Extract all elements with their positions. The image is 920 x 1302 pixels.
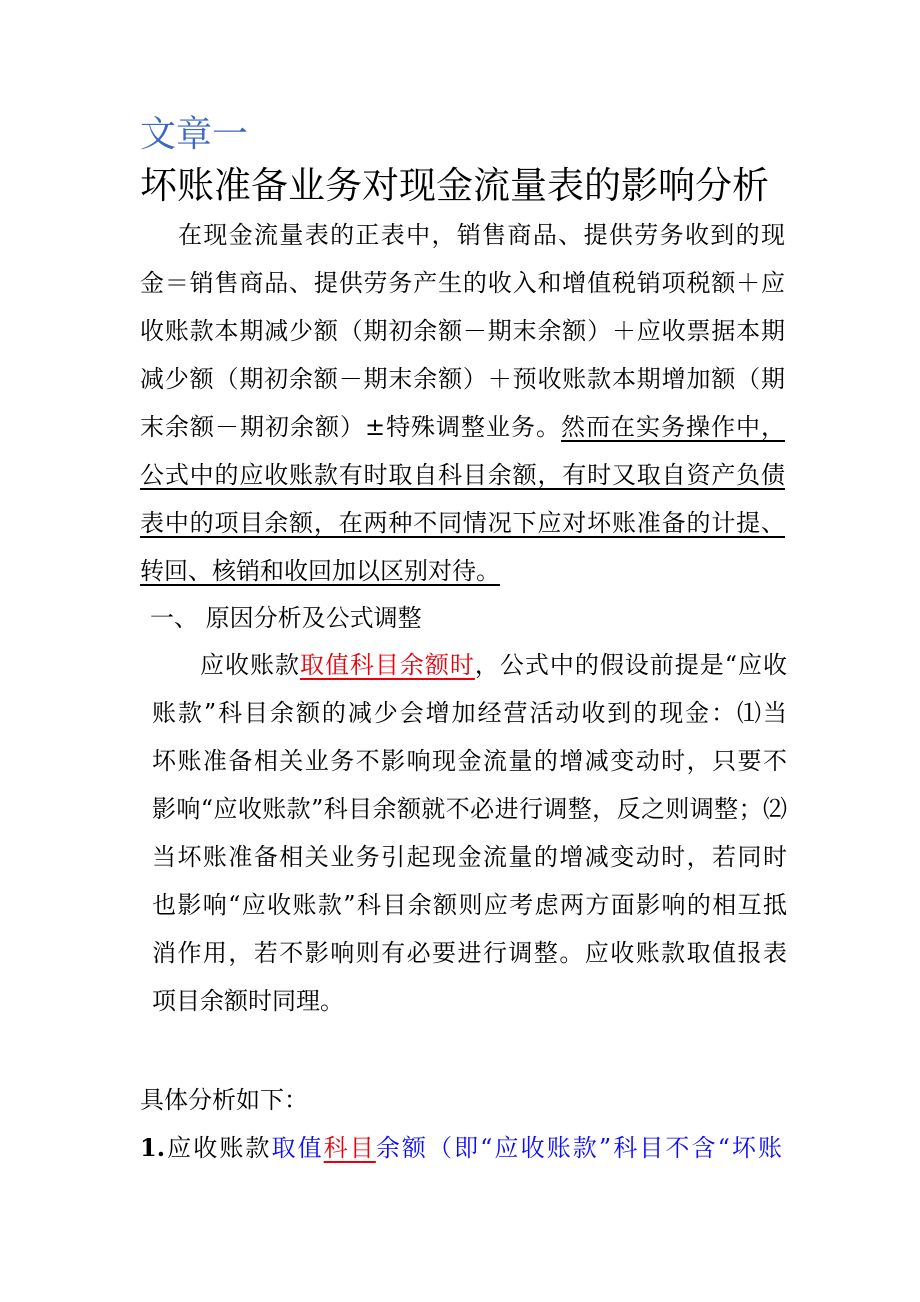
emphasis-text: 取值 (271, 1134, 324, 1162)
line-text: 账款”科目余额的减少会增加经营活动收到的现金：⑴当 (152, 699, 787, 727)
intro-line (140, 403, 785, 451)
highlighted-text: 科目 (323, 1134, 376, 1162)
intro-line (140, 259, 785, 307)
heading-label: 文章一 (140, 114, 249, 155)
line-text: 在现金流量表的正表中，销售商品、提供劳务收到的现 (178, 221, 785, 249)
underlined-text: 表中的项目余额，在两种不同情况下应对坏账准备的计提、 (140, 509, 785, 537)
intro-paragraph (140, 211, 785, 595)
line-text: 末余额－期初余额）±特殊调整业务。 (140, 413, 562, 441)
analysis-line (152, 881, 787, 929)
intro-line (140, 547, 785, 595)
analysis-line (152, 785, 787, 833)
intro-line (140, 451, 785, 499)
line-text: ，公式中的假设前提是“应收 (474, 651, 787, 679)
line-text: 影响“应收账款”科目余额就不必进行调整，反之则调整；⑵ (152, 795, 787, 823)
document-title: 坏账准备业务对现金流量表的影响分析 (140, 164, 769, 207)
line-text: 金＝销售商品、提供劳务产生的收入和增值税销项税额＋应 (140, 269, 785, 297)
section-heading: 一、 原因分析及公式调整 (150, 604, 422, 632)
underlined-text: 然而在实务操作中， (561, 413, 786, 441)
underlined-text: 公式中的应收账款有时取自科目余额，有时又取自资产负债 (140, 461, 785, 489)
list-item (140, 1124, 782, 1172)
item-text: 应收账款 (165, 1134, 272, 1162)
highlighted-text: 取值科目余额时 (299, 651, 475, 679)
item-line (140, 1124, 782, 1172)
analysis-line (152, 737, 787, 785)
line-text: 应收账款 (200, 651, 300, 679)
analysis-line (152, 641, 787, 689)
analysis-line (152, 833, 787, 881)
line-text: 当坏账准备相关业务引起现金流量的增减变动时，若同时 (152, 843, 787, 871)
detail-heading: 具体分析如下： (140, 1086, 308, 1114)
emphasis-text: 余额（即“应收账款”科目不含“坏账 (375, 1134, 783, 1162)
line-text: 坏账准备相关业务不影响现金流量的增减变动时，只要不 (152, 747, 787, 775)
line-text: 减少额（期初余额－期末余额）＋预收账款本期增加额（期 (140, 365, 785, 393)
line-text: 项目余额时同理。 (152, 987, 344, 1015)
intro-line (140, 499, 785, 547)
line-text: 也影响“应收账款”科目余额则应考虑两方面影响的相互抵 (152, 891, 787, 919)
line-text: 消作用，若不影响则有必要进行调整。应收账款取值报表 (152, 939, 787, 967)
analysis-line (152, 689, 787, 737)
underlined-text: 转回、核销和收回加以区别对待。 (140, 557, 500, 585)
analysis-line (152, 929, 787, 977)
intro-line (140, 355, 785, 403)
intro-line (140, 211, 785, 259)
intro-line (140, 307, 785, 355)
item-number: 1. (140, 1133, 166, 1162)
line-text: 收账款本期减少额（期初余额－期末余额）＋应收票据本期 (140, 317, 785, 345)
analysis-line (152, 977, 787, 1025)
analysis-paragraph (152, 641, 787, 1025)
